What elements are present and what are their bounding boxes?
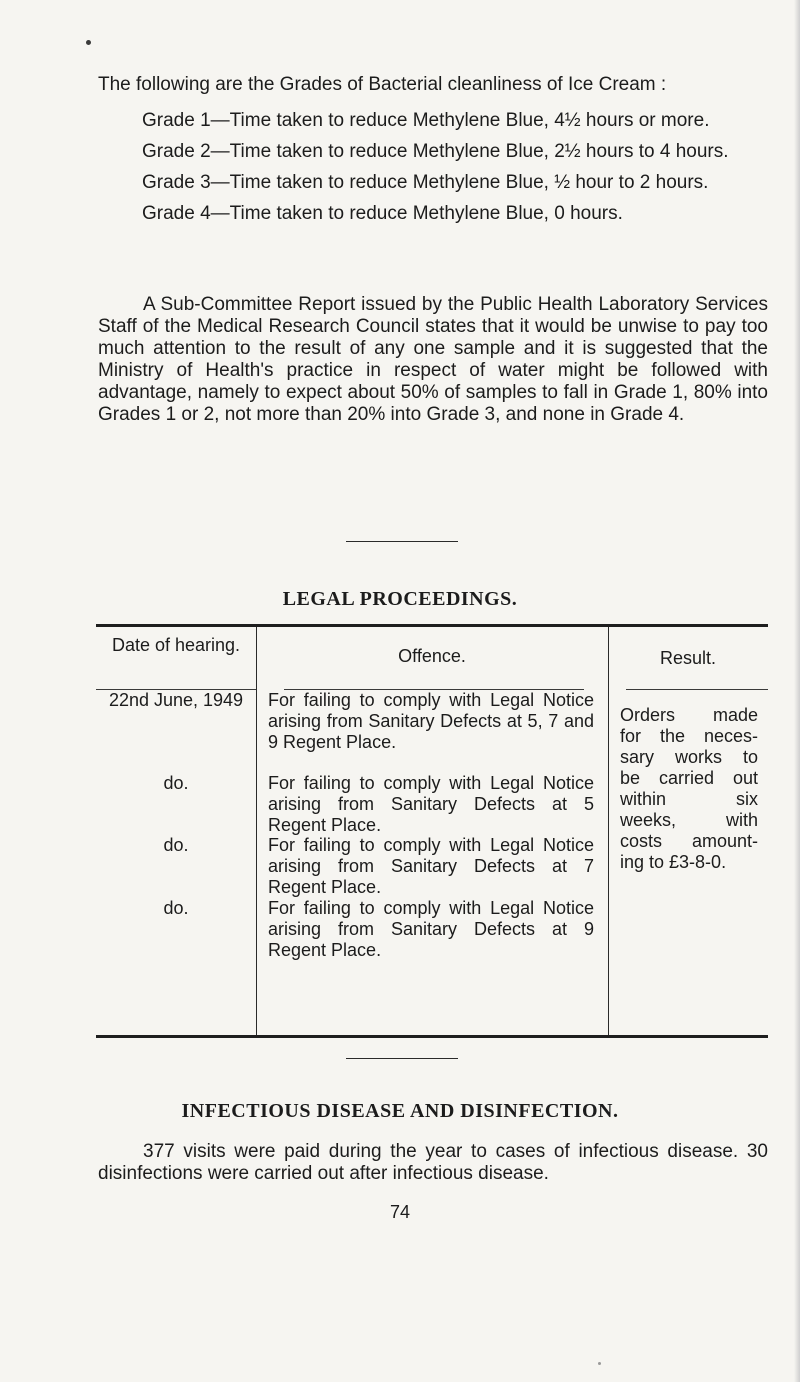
hearing-date-cell: do. — [163, 773, 189, 793]
column-header-result: Result. — [659, 648, 717, 668]
offence-cell: For failing to comply with Legal Notice arising from Sanitary Defects at 7 Regent Place. — [268, 835, 594, 897]
hearing-date-cell: 22nd June, 1949 — [108, 690, 244, 710]
grade-item: Grade 4—Time taken to reduce Methylene Blue, 0 hours. — [142, 203, 623, 224]
margin-speck — [598, 1362, 601, 1365]
result-line: sary works to — [620, 747, 758, 767]
result-line: costs amount- — [620, 831, 758, 851]
result-line: ing to £3-8-0. — [620, 852, 727, 872]
grade-item: Grade 3—Time taken to reduce Methylene Blue, ½ hour to 2 hours. — [142, 172, 709, 193]
legal-proceedings-table — [96, 624, 768, 1038]
offence-cell: For failing to comply with Legal Notice arising from Sanitary Defects at 5 Regent Place. — [268, 773, 594, 835]
result-line: be carried out — [620, 768, 758, 788]
result-line: Orders made — [620, 705, 758, 725]
page-number: 74 — [389, 1202, 411, 1222]
hearing-date-cell: do. — [163, 835, 189, 855]
column-header-date: Date of hearing. — [111, 635, 241, 655]
section-divider — [346, 1058, 458, 1059]
section-divider — [346, 541, 458, 542]
column-divider — [256, 627, 257, 1035]
grades-list — [98, 110, 774, 234]
hearing-date-cell: do. — [163, 898, 189, 918]
offence-cell: For failing to comply with Legal Notice arising from Sanitary Defects at 9 Regent Place. — [268, 898, 594, 960]
margin-speck — [86, 40, 91, 45]
header-underline — [626, 689, 768, 690]
grades-intro: The following are the Grades of Bacterial cleanliness of Ice Cream : — [98, 74, 667, 95]
page-edge-shadow — [794, 0, 800, 1382]
infectious-disease-heading: INFECTIOUS DISEASE AND DISINFECTION. — [181, 1100, 619, 1122]
result-line: weeks, with — [620, 810, 758, 830]
grade-item: Grade 1—Time taken to reduce Methylene Blue, 4½ hours or more. — [142, 110, 710, 131]
grade-item: Grade 2—Time taken to reduce Methylene Blue, 2½ hours to 4 hours. — [142, 141, 729, 162]
sub-committee-report-paragraph: A Sub-Committee Report issued by the Public Health Laboratory Services Staff of the Medical Research Council states that it would be unwise to pay too much attention to the result of any one sample and it is suggested that the Ministry of Health's practice in respect of water might be followed with advantage, namely to expect about 50% of samples to fall in Grade 1, 80% into Grades 1 or 2, not more than 20% into Grade 3, and none in Grade 4. — [98, 294, 768, 425]
column-header-offence: Offence. — [398, 646, 466, 666]
result-cell — [620, 705, 758, 873]
column-divider — [608, 627, 609, 1035]
result-line: for the neces- — [620, 726, 758, 746]
infectious-disease-paragraph: 377 visits were paid during the year to cases of infectious disease. 30 disinfections were carried out after infectious disease. — [98, 1141, 768, 1184]
result-line: within six — [620, 789, 758, 809]
legal-proceedings-heading: LEGAL PROCEEDINGS. — [282, 588, 518, 610]
offence-cell: For failing to comply with Legal Notice arising from Sanitary Defects at 5, 7 and 9 Regent Place. — [268, 690, 594, 752]
